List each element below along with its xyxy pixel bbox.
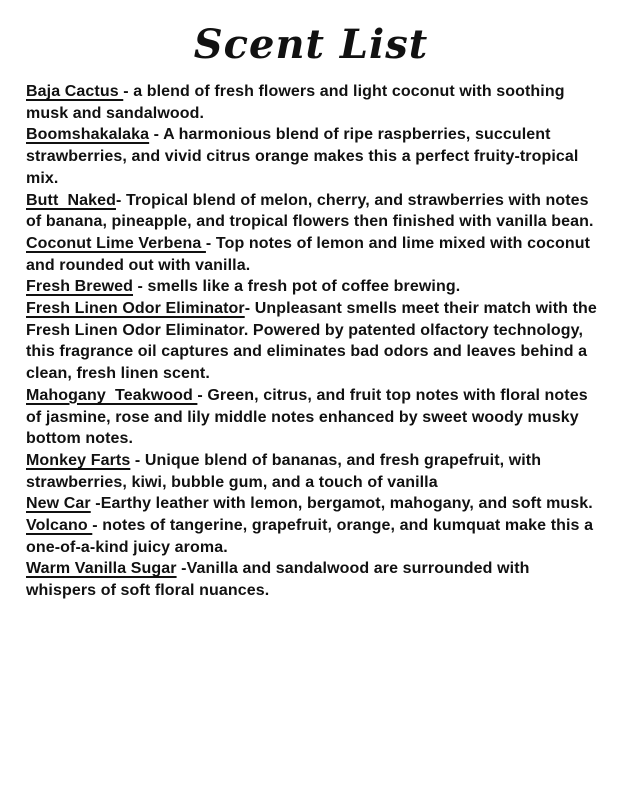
- scent-name: Warm Vanilla Sugar: [26, 560, 177, 578]
- scent-item: [26, 124, 598, 189]
- scent-description: -Vanilla and sandalwood are surrounded with whispers of soft floral nuances.: [26, 560, 530, 600]
- scent-name: Butt Naked: [26, 191, 116, 209]
- scent-description: - notes of tangerine, grapefruit, orange, and kumquat make this a one-of-a-kind juicy aroma.: [26, 517, 594, 556]
- scent-description: - Unique blend of bananas, and fresh grapefruit, with strawberries, kiwi, bubble gum, and a touch of vanilla: [26, 451, 542, 491]
- scent-name: New Car: [26, 495, 91, 513]
- scent-item: [26, 298, 598, 385]
- scent-item: [26, 515, 598, 558]
- scent-description: - A harmonious blend of ripe raspberries, succulent strawberries, and vivid citrus orange makes this a perfect fruity-tropical mix.: [26, 126, 579, 187]
- scent-item: [26, 276, 598, 298]
- scent-item: [26, 233, 598, 276]
- scent-description: - Green, citrus, and fruit top notes with floral notes of jasmine, rose and lily middle notes enhanced by sweet woody musky bottom notes.: [26, 386, 588, 448]
- scent-item: [26, 190, 598, 233]
- scent-item: [26, 385, 598, 450]
- scent-item: [26, 450, 598, 493]
- scent-name: Coconut Lime Verbena: [26, 234, 206, 252]
- scent-name: Mahogany Teakwood: [26, 386, 198, 404]
- scent-description: - Tropical blend of melon, cherry, and strawberries with notes of banana, pineapple, and tropical flowers then finished with vanilla bean.: [26, 191, 594, 231]
- scent-name: Fresh Linen Odor Eliminator: [26, 300, 245, 318]
- page-title: Scent List: [193, 21, 429, 68]
- scent-description: - a blend of fresh flowers and light coconut with soothing musk and sandalwood.: [26, 83, 565, 122]
- scent-item: [26, 81, 598, 124]
- scent-name: Baja Cactus: [26, 83, 124, 100]
- scent-name: Boomshakalaka: [26, 126, 150, 144]
- scent-description: - smells like a fresh pot of coffee brewing.: [133, 278, 461, 296]
- scent-item: [26, 558, 598, 601]
- scent-name: Monkey Farts: [26, 451, 131, 469]
- scent-name: Fresh Brewed: [26, 278, 134, 296]
- scent-item: [26, 493, 598, 515]
- scent-name: Volcano: [26, 517, 93, 535]
- scent-list: [26, 81, 598, 602]
- scent-description: - Unpleasant smells meet their match with the Fresh Linen Odor Eliminator. Powered by patented olfactory technology, this fragrance oil captures and eliminates bad odors and leaves behind a clean, fresh linen scent.: [26, 300, 597, 383]
- scent-description: - Top notes of lemon and lime mixed with coconut and rounded out with vanilla.: [26, 234, 590, 274]
- scent-description: -Earthy leather with lemon, bergamot, mahogany, and soft musk.: [90, 495, 593, 513]
